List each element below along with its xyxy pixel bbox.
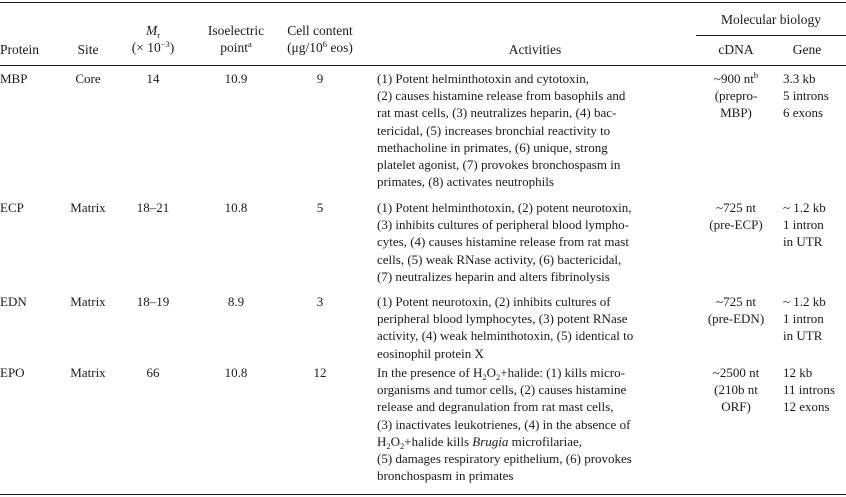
gene-line: ~ 1.2 kb xyxy=(783,294,826,309)
cell-activities xyxy=(377,364,695,484)
cell-mr: 18–19 xyxy=(136,294,170,309)
gene-line: 1 intron xyxy=(783,311,824,327)
cell-line2-exp: 6 xyxy=(322,39,328,49)
activity-line: tericidal, (5) increases bronchial reactivity to xyxy=(377,122,611,138)
gene-line: in UTR xyxy=(783,234,823,250)
cell-line2-pre: (μg/10 xyxy=(287,40,323,55)
cdna-line: (pre-ECP) xyxy=(709,217,763,233)
cell-cdna xyxy=(696,199,776,233)
cell-activities xyxy=(377,70,695,190)
cell-gene xyxy=(783,70,829,122)
cell-content: 12 xyxy=(313,365,327,380)
header-protein: Protein xyxy=(0,42,39,57)
cdna-line: (210b nt xyxy=(714,382,758,398)
cell-content: 5 xyxy=(316,200,324,215)
header-cell xyxy=(270,22,370,56)
activity-text: +halide: (1) kills micro- xyxy=(500,365,625,380)
cell-site: Matrix xyxy=(70,365,106,380)
cell-cdna xyxy=(696,293,776,327)
gene-line: 12 exons xyxy=(783,399,830,415)
activity-line: (1) Potent helminthotoxin, (2) potent neurotoxin, xyxy=(377,200,632,215)
activity-line: platelet agonist, (7) provokes bronchospasm in xyxy=(377,157,621,173)
pi-line1: Isoelectric xyxy=(207,23,265,38)
activity-line: activity, (4) weak helminthotoxin, (5) identical to xyxy=(377,328,634,344)
cdna-line: ~900 nt xyxy=(713,71,754,86)
cell-content: 3 xyxy=(316,294,324,309)
activity-line: rat mast cells, (3) neutralizes heparin, (4) bac- xyxy=(377,105,617,121)
header-cdna: cDNA xyxy=(718,42,754,57)
cell-pi: 8.9 xyxy=(227,294,245,309)
cell-pi: 10.9 xyxy=(224,71,248,86)
cell-gene xyxy=(783,364,835,416)
activity-line: bronchospasm in primates xyxy=(377,468,514,484)
header-rule xyxy=(0,65,846,66)
activity-line: methacholine in primates, (6) unique, strong xyxy=(377,139,608,155)
gene-line: 6 exons xyxy=(783,105,824,121)
activity-line: (2) causes histamine release from basophils and xyxy=(377,88,626,104)
cell-pi: 10.8 xyxy=(224,365,248,380)
subscript: 2 xyxy=(496,372,501,382)
subscript: 2 xyxy=(400,440,405,451)
cdna-line: MBP) xyxy=(720,105,752,121)
activity-line xyxy=(377,433,695,450)
activity-line xyxy=(377,364,695,381)
cdna-line: (prepro- xyxy=(714,88,758,104)
mr-unit-post: ) xyxy=(169,40,175,55)
cell-mr: 18–21 xyxy=(136,200,170,215)
header-activities: Activities xyxy=(508,42,562,57)
activity-line: cytes, (4) causes histamine release from rat mast xyxy=(377,234,629,250)
activity-text: O xyxy=(486,365,497,380)
cell-activities xyxy=(377,293,695,362)
gene-line: 5 introns xyxy=(783,88,829,104)
mr-unit-exp: −3 xyxy=(160,39,170,49)
cell-line2-post: eos) xyxy=(327,40,353,55)
activity-line: (5) damages respiratory epithelium, (6) provokes xyxy=(377,451,632,467)
gene-line: 3.3 kb xyxy=(783,71,816,86)
gene-line: 12 kb xyxy=(783,365,813,380)
cell-protein: EDN xyxy=(0,294,27,309)
cell-mr: 14 xyxy=(146,71,160,86)
cell-protein: MBP xyxy=(0,71,28,86)
activity-text: H xyxy=(377,433,387,449)
header-molbio: Molecular biology xyxy=(720,12,822,27)
activity-line: (1) Potent helminthotoxin and cytotoxin, xyxy=(377,71,589,86)
header-gene: Gene xyxy=(792,42,822,57)
subscript: 2 xyxy=(386,440,391,451)
activity-text: In the presence of H xyxy=(377,365,483,380)
gene-line: 1 intron xyxy=(783,217,824,233)
cell-protein: ECP xyxy=(0,200,24,215)
cell-pi: 10.8 xyxy=(224,200,248,215)
cell-content: 9 xyxy=(316,71,324,86)
cell-site: Core xyxy=(75,71,101,86)
cdna-line: ~725 nt xyxy=(716,200,756,215)
activity-line: organisms and tumor cells, (2) causes histamine xyxy=(377,382,627,398)
cdna-footnote: b xyxy=(753,70,759,80)
cdna-line: ORF) xyxy=(721,399,751,415)
cell-cdna xyxy=(696,364,776,416)
activity-text: O xyxy=(390,433,401,449)
activity-line: (3) inactivates leukotrienes, (4) in the absence of xyxy=(377,416,631,432)
gene-line: 11 introns xyxy=(783,382,835,398)
cdna-line: (pre-EDN) xyxy=(707,311,765,327)
cdna-line: ~2500 nt xyxy=(712,365,760,380)
pi-sup: a xyxy=(247,39,252,49)
activity-line: peripheral blood lymphocytes, (3) potent RNase xyxy=(377,311,628,327)
cell-protein: EPO xyxy=(0,365,25,380)
mr-unit-pre: (× 10 xyxy=(131,40,161,55)
mr-symbol: M xyxy=(145,23,158,38)
header-site: Site xyxy=(77,42,99,57)
activity-text: microfilariae, xyxy=(508,433,583,449)
activity-line: cells, (5) weak RNase activity, (6) bactericidal, xyxy=(377,251,622,267)
species-name: Brugia xyxy=(472,433,509,449)
cell-site: Matrix xyxy=(70,294,106,309)
cell-mr: 66 xyxy=(146,365,160,380)
cell-gene xyxy=(783,199,826,251)
activity-line: (1) Potent neurotoxin, (2) inhibits cultures of xyxy=(377,294,611,309)
activity-text: +halide kills xyxy=(404,433,473,449)
gene-line: in UTR xyxy=(783,328,823,344)
gene-line: ~ 1.2 kb xyxy=(783,200,826,215)
activity-line: (3) inhibits cultures of peripheral blood lympho- xyxy=(377,217,630,233)
cdna-line: ~725 nt xyxy=(716,294,756,309)
header-pi xyxy=(190,22,282,56)
cell-cdna xyxy=(696,70,776,122)
subscript: 2 xyxy=(482,372,487,382)
activity-line: primates, (8) activates neutrophils xyxy=(377,174,554,190)
cell-activities xyxy=(377,199,695,285)
header-mr xyxy=(108,22,198,56)
cell-gene xyxy=(783,293,826,345)
activity-line: release and degranulation from rat mast cells, xyxy=(377,399,614,415)
activity-line: eosinophil protein X xyxy=(377,345,484,361)
mr-sub: r xyxy=(157,30,161,40)
cell-line1: Cell content xyxy=(287,23,353,38)
activity-line: (7) neutralizes heparin and alters fibrinolysis xyxy=(377,268,610,284)
cell-site: Matrix xyxy=(70,200,106,215)
molbio-rule xyxy=(696,35,846,36)
pi-line2: point xyxy=(220,40,248,55)
bottom-rule xyxy=(0,494,846,495)
top-rule xyxy=(0,2,846,3)
